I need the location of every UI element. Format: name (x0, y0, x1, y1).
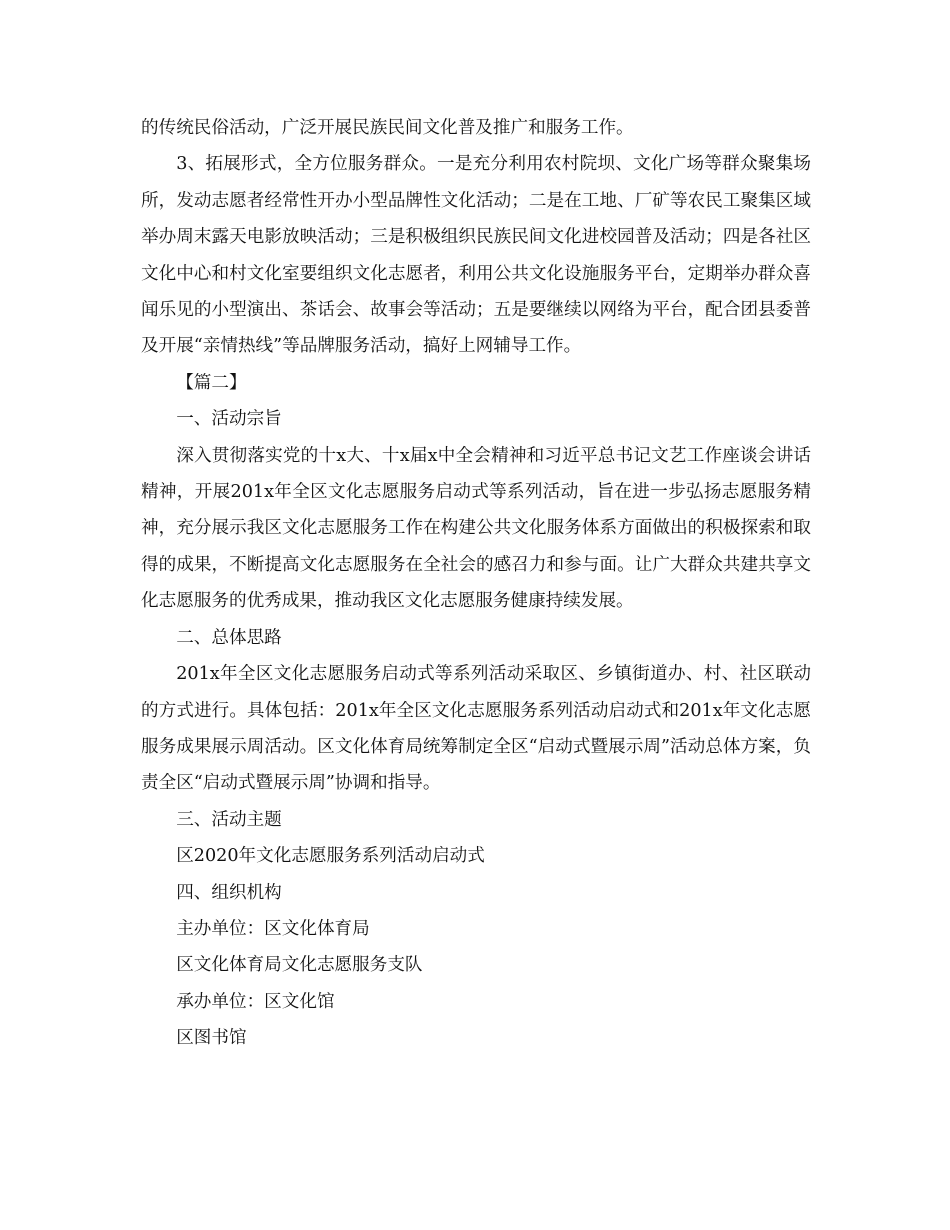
section-heading-purpose: 一、活动宗旨 (176, 409, 282, 430)
organizer-detachment-line: 区文化体育局文化志愿服务支队 (176, 955, 423, 976)
part-two-heading: 【篇二】 (176, 372, 247, 393)
organizer-line: 主办单位：区文化体育局 (176, 918, 370, 939)
section-heading-theme: 三、活动主题 (176, 809, 282, 830)
paragraph-purpose: 深入贯彻落实党的十x大、十x届x中全会精神和习近平总书记文艺工作座谈会讲话精神，开展201x年全区文化志愿服务启动式等系列活动，旨在进一步弘扬志愿服务精神，充分展示我区文化志愿服务工作在构建公共文化服务体系方面做出的积极探索和取得的成果，不断提高文化志愿服务在全社会的感召力和参与面。让广大群众共建共享文化志愿服务的优秀成果，推动我区文化志愿服务健康持续发展。 (141, 445, 811, 612)
paragraph-theme: 区2020年文化志愿服务系列活动启动式 (176, 846, 485, 867)
host-unit-line: 承办单位：区文化馆 (176, 991, 335, 1012)
paragraph-overall-approach: 201x年全区文化志愿服务启动式等系列活动采取区、乡镇街道办、村、社区联动的方式进行。具体包括：201x年全区文化志愿服务系列活动启动式和201x年文化志愿服务成果展示周活动。区文化体育局统筹制定全区“启动式暨展示周”活动总体方案，负责全区“启动式暨展示周”协调和指导。 (141, 664, 811, 794)
section-heading-overall-approach: 二、总体思路 (176, 627, 282, 648)
paragraph-continuation: 的传统民俗活动，广泛开展民族民间文化普及推广和服务工作。 (141, 118, 634, 138)
document-body (141, 110, 811, 1057)
paragraph-expand-forms: 3、拓展形式，全方位服务群众。一是充分利用农村院坝、文化广场等群众聚集场所，发动志愿者经常性开办小型品牌性文化活动；二是在工地、厂矿等农民工聚集区域举办周末露天电影放映活动；三是积极组织民族民间文化进校园普及活动；四是各社区文化中心和村文化室要组织文化志愿者，利用公共文化设施服务平台，定期举办群众喜闻乐见的小型演出、茶话会、故事会等活动；五是要继续以网络为平台，配合团县委普及开展“亲情热线”等品牌服务活动，搞好上网辅导工作。 (141, 154, 811, 357)
section-heading-organization: 四、组织机构 (176, 882, 282, 903)
library-line: 区图书馆 (176, 1028, 247, 1049)
